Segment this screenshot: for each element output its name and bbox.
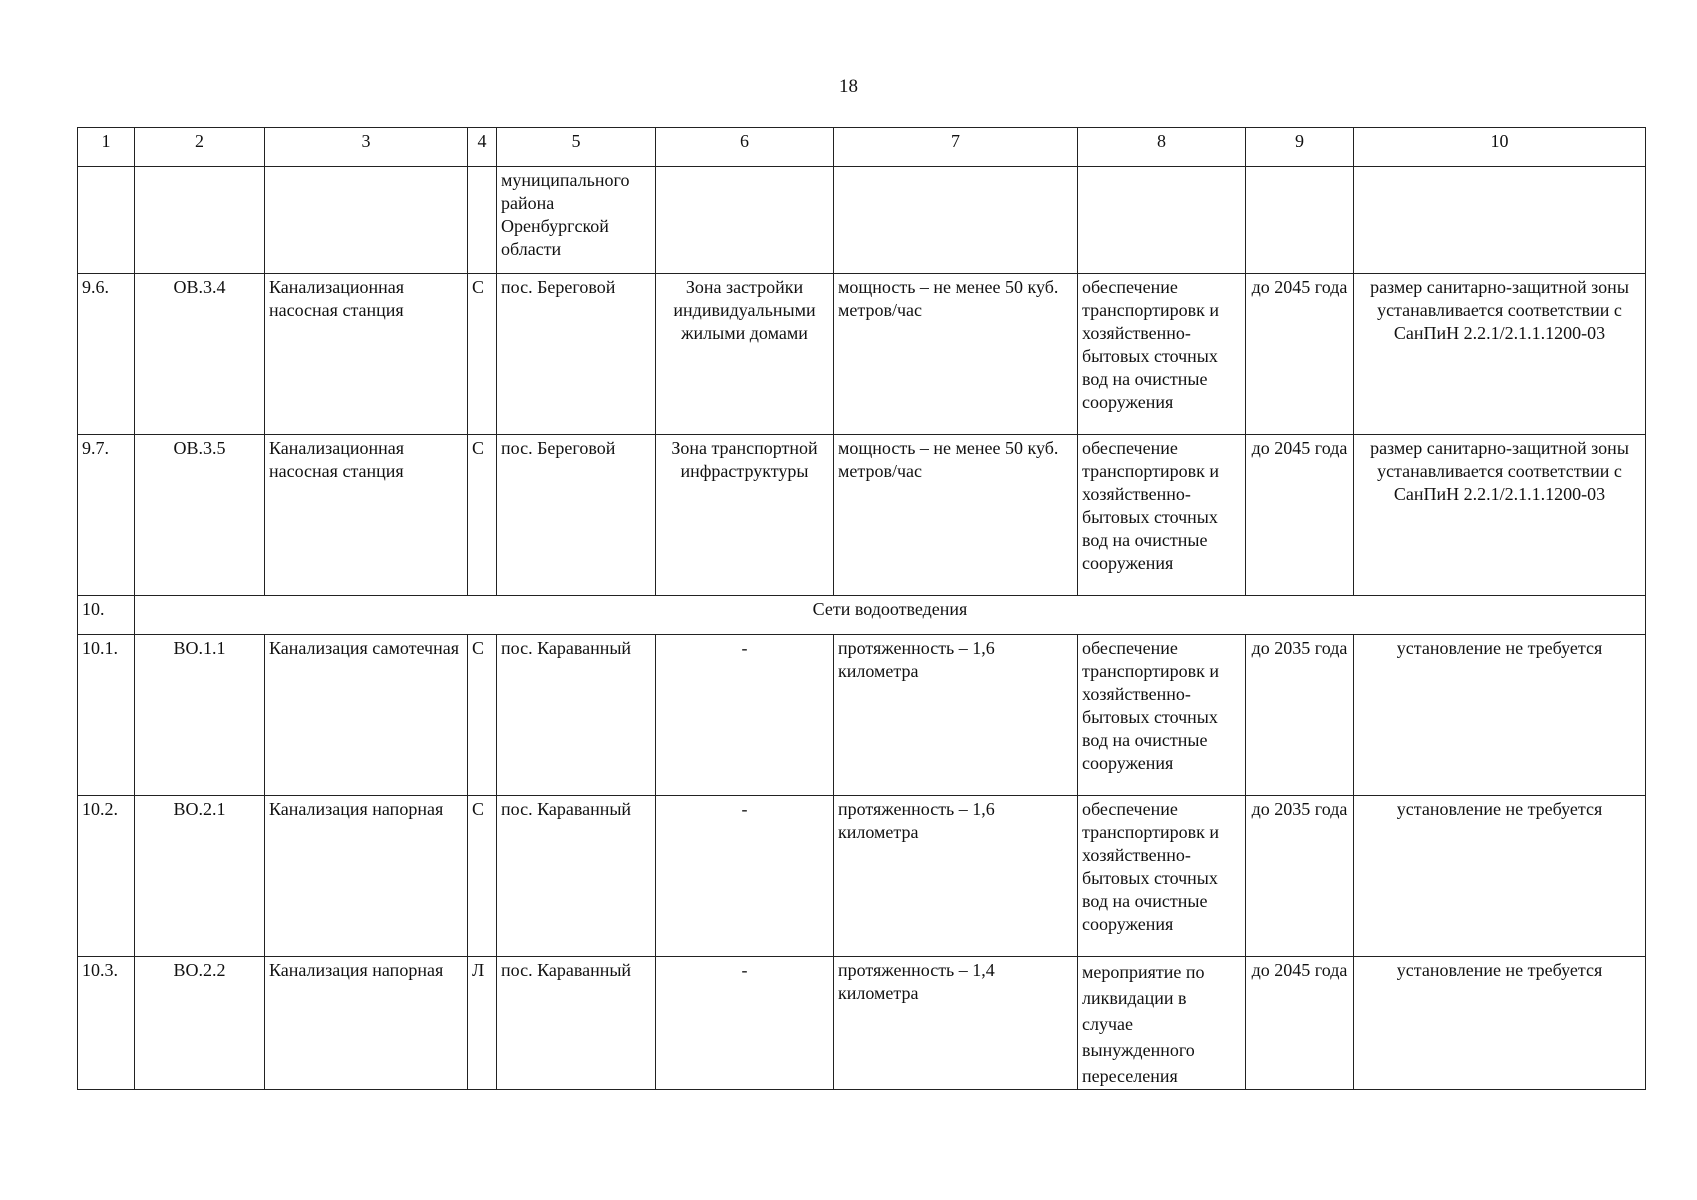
zone-cell: Зона транспортной инфраструктуры <box>656 435 834 596</box>
column-number: 6 <box>656 128 834 167</box>
section-number-cell: 10. <box>78 596 135 635</box>
table-row <box>78 957 1646 1090</box>
column-number: 7 <box>834 128 1078 167</box>
term-cell: до 2045 года <box>1246 274 1354 435</box>
column-number-row <box>78 128 1646 167</box>
term-cell: до 2035 года <box>1246 796 1354 957</box>
status-cell: С <box>468 274 497 435</box>
continuation-row <box>78 167 1646 274</box>
purpose-cell: обеспечение транспортировк и хозяйственно-бытовых сточных вод на очистные сооружения <box>1078 435 1246 596</box>
object-code-cell: ВО.2.2 <box>135 957 265 1090</box>
parameters-cell: мощность – не менее 50 куб. метров/час <box>834 435 1078 596</box>
column-number: 5 <box>497 128 656 167</box>
purpose-cell: мероприятие по ликвидации в случае вынужденного переселения <box>1078 957 1246 1090</box>
parameters-cell: мощность – не менее 50 куб. метров/час <box>834 274 1078 435</box>
object-code-cell: ОВ.3.4 <box>135 274 265 435</box>
status-cell: С <box>468 635 497 796</box>
parameters-cell: протяженность – 1,6 километра <box>834 796 1078 957</box>
column-number: 3 <box>265 128 468 167</box>
row-number-cell: 9.6. <box>78 274 135 435</box>
table-row <box>78 796 1646 957</box>
object-code-cell: ОВ.3.5 <box>135 435 265 596</box>
location-cell: пос. Караванный <box>497 796 656 957</box>
term-cell: до 2045 года <box>1246 957 1354 1090</box>
purpose-cell: обеспечение транспортировк и хозяйственно-бытовых сточных вод на очистные сооружения <box>1078 635 1246 796</box>
purpose-cell: обеспечение транспортировк и хозяйственно-бытовых сточных вод на очистные сооружения <box>1078 274 1246 435</box>
parameters-cell: протяженность – 1,4 километра <box>834 957 1078 1090</box>
location-cell: пос. Береговой <box>497 274 656 435</box>
table-row <box>78 635 1646 796</box>
page-number: 18 <box>839 76 858 97</box>
row-number-cell: 10.3. <box>78 957 135 1090</box>
notes-cell: установление не требуется <box>1354 957 1646 1090</box>
column-number: 9 <box>1246 128 1354 167</box>
notes-cell: установление не требуется <box>1354 635 1646 796</box>
section-row <box>78 596 1646 635</box>
column-number: 4 <box>468 128 497 167</box>
notes-cell: размер санитарно-защитной зоны устанавливается соответствии с СанПиН 2.2.1/2.1.1.1200-03 <box>1354 274 1646 435</box>
column-number: 1 <box>78 128 135 167</box>
status-cell: С <box>468 435 497 596</box>
object-name-cell: Канализация напорная <box>265 957 468 1090</box>
location-cell: пос. Караванный <box>497 957 656 1090</box>
location-cell: пос. Караванный <box>497 635 656 796</box>
term-cell: до 2035 года <box>1246 635 1354 796</box>
row-number-cell: 10.2. <box>78 796 135 957</box>
notes-cell: установление не требуется <box>1354 796 1646 957</box>
term-cell: до 2045 года <box>1246 435 1354 596</box>
status-cell: Л <box>468 957 497 1090</box>
planning-table <box>77 127 1646 1090</box>
location-cell: муниципального района Оренбургской области <box>497 167 656 274</box>
object-name-cell: Канализационная насосная станция <box>265 274 468 435</box>
parameters-cell: протяженность – 1,6 километра <box>834 635 1078 796</box>
notes-cell: размер санитарно-защитной зоны устанавливается соответствии с СанПиН 2.2.1/2.1.1.1200-03 <box>1354 435 1646 596</box>
row-number-cell: 9.7. <box>78 435 135 596</box>
object-code-cell: ВО.2.1 <box>135 796 265 957</box>
table-row <box>78 274 1646 435</box>
object-name-cell: Канализация напорная <box>265 796 468 957</box>
column-number: 10 <box>1354 128 1646 167</box>
purpose-cell: обеспечение транспортировк и хозяйственно-бытовых сточных вод на очистные сооружения <box>1078 796 1246 957</box>
column-number: 2 <box>135 128 265 167</box>
object-name-cell: Канализационная насосная станция <box>265 435 468 596</box>
column-number: 8 <box>1078 128 1246 167</box>
table-row <box>78 435 1646 596</box>
zone-cell: - <box>656 635 834 796</box>
zone-cell: - <box>656 957 834 1090</box>
row-number-cell: 10.1. <box>78 635 135 796</box>
object-code-cell: ВО.1.1 <box>135 635 265 796</box>
zone-cell: Зона застройки индивидуальными жилыми домами <box>656 274 834 435</box>
section-title-cell: Сети водоотведения <box>135 596 1646 635</box>
location-cell: пос. Береговой <box>497 435 656 596</box>
status-cell: С <box>468 796 497 957</box>
zone-cell: - <box>656 796 834 957</box>
object-name-cell: Канализация самотечная <box>265 635 468 796</box>
